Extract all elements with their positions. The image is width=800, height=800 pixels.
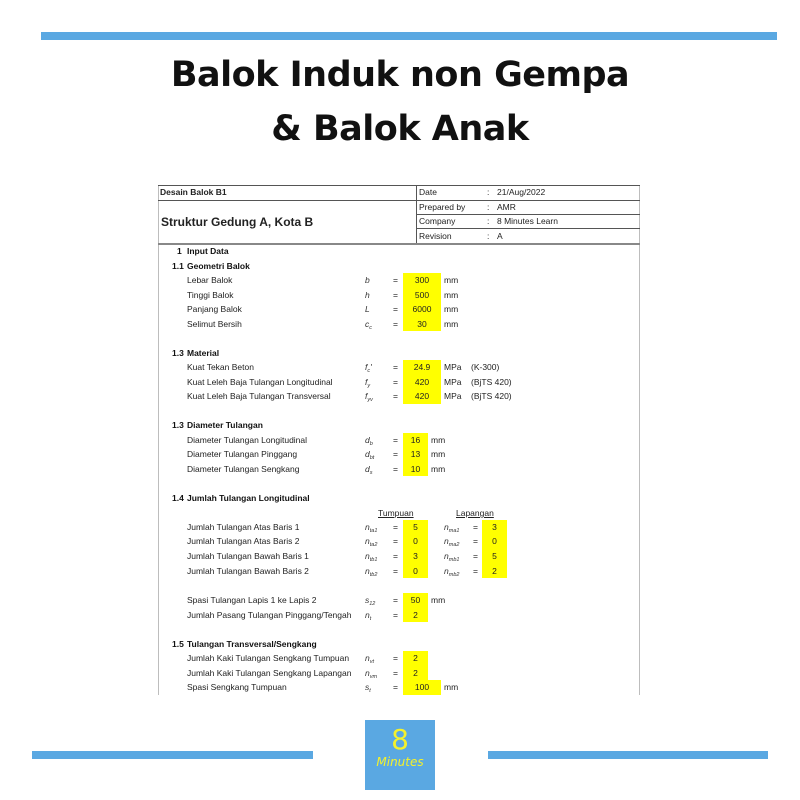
section-title-transversal: Tulangan Transversal/Sengkang xyxy=(187,639,317,649)
equals-sign: = xyxy=(473,522,478,532)
project-name: Struktur Gedung A, Kota B xyxy=(161,215,314,229)
row-label: Jumlah Kaki Tulangan Sengkang Tumpuan xyxy=(187,653,350,663)
row-label: Tinggi Balok xyxy=(187,290,234,300)
equals-sign: = xyxy=(393,449,398,459)
equals-sign: = xyxy=(393,668,398,678)
equals-sign: = xyxy=(393,275,398,285)
logo-number: 8 xyxy=(391,723,409,756)
nt-input[interactable]: 2 xyxy=(413,610,418,620)
row-label: Panjang Balok xyxy=(187,304,242,314)
equals-sign: = xyxy=(393,362,398,372)
row-symbol: $n_{ma1}$ xyxy=(444,522,460,534)
column-header-lapangan: Lapangan xyxy=(456,508,494,518)
selimut-bersih-input[interactable]: 30 xyxy=(417,319,427,329)
unit-label: mm xyxy=(431,435,446,445)
row-label: Kuat Tekan Beton xyxy=(187,362,254,372)
section-number: 1.1 xyxy=(172,261,184,271)
equals-sign: = xyxy=(473,536,478,546)
date-label: Date xyxy=(419,187,437,197)
equals-sign: = xyxy=(393,610,398,620)
equals-sign: = xyxy=(393,319,398,329)
date-value: 21/Aug/2022 xyxy=(497,187,546,197)
unit-label: mm xyxy=(431,595,446,605)
unit-label: mm xyxy=(431,464,446,474)
row-symbol: $f_{yv}$ xyxy=(365,391,373,403)
equals-sign: = xyxy=(393,595,398,605)
row-symbol: $f_c'$ xyxy=(365,362,372,374)
revision-label: Revision xyxy=(419,231,452,241)
row-label: Spasi Sengkang Tumpuan xyxy=(187,682,287,692)
section-number: 1.3 xyxy=(172,348,184,358)
tumpuan-value-input[interactable]: 3 xyxy=(413,551,418,561)
grade-note: (BjTS 420) xyxy=(471,377,512,387)
row-label: Kuat Leleh Baja Tulangan Longitudinal xyxy=(187,377,333,387)
nvt-input[interactable]: 2 xyxy=(413,653,418,663)
company-value: 8 Minutes Learn xyxy=(497,216,558,226)
row-label: Lebar Balok xyxy=(187,275,233,285)
row-symbol: $s_{12}$ xyxy=(365,595,376,607)
page-title-line2: & Balok Anak xyxy=(271,109,529,149)
row-symbol: $n_{ta2}$ xyxy=(365,536,378,548)
grade-note: (K-300) xyxy=(471,362,500,372)
row-label: Jumlah Tulangan Bawah Baris 1 xyxy=(187,551,309,561)
page-title-line1: Balok Induk non Gempa xyxy=(170,55,630,95)
panjang-balok-input[interactable]: 6000 xyxy=(412,304,432,314)
row-symbol: $n_{tb1}$ xyxy=(365,551,378,563)
section-title-material: Material xyxy=(187,348,220,358)
row-label: Jumlah Kaki Tulangan Sengkang Lapangan xyxy=(187,668,352,678)
section-title-jumlah: Jumlah Tulangan Longitudinal xyxy=(187,493,310,503)
row-symbol: $c_c$ xyxy=(365,319,372,331)
equals-sign: = xyxy=(473,566,478,576)
prepared-by-sep: : xyxy=(487,202,490,212)
row-symbol: $d_s$ xyxy=(365,464,373,476)
row-symbol: $n_{vt}$ xyxy=(365,653,375,665)
tumpuan-value-input[interactable]: 0 xyxy=(413,566,418,576)
row-symbol: L xyxy=(365,304,370,314)
row-symbol: $n_{tb2}$ xyxy=(365,566,378,578)
section-number: 1 xyxy=(177,246,182,256)
st-input[interactable]: 100 xyxy=(414,682,430,692)
row-symbol: b xyxy=(365,275,370,285)
equals-sign: = xyxy=(393,464,398,474)
ds-input[interactable]: 10 xyxy=(410,464,421,474)
row-symbol: $n_{ta1}$ xyxy=(365,522,378,534)
row-symbol: $d_b$ xyxy=(365,435,373,447)
unit-label: mm xyxy=(444,304,459,314)
revision-sep: : xyxy=(487,231,490,241)
row-label: Diameter Tulangan Sengkang xyxy=(187,464,300,474)
section-title-geometri: Geometri Balok xyxy=(187,261,250,271)
section-title-input-data: Input Data xyxy=(187,246,229,256)
row-symbol: $d_{bt}$ xyxy=(365,449,375,461)
company-label: Company xyxy=(419,216,456,226)
equals-sign: = xyxy=(393,435,398,445)
grade-note: (BjTS 420) xyxy=(471,391,512,401)
equals-sign: = xyxy=(393,682,398,692)
lapangan-value-input[interactable]: 3 xyxy=(492,522,497,532)
row-symbol: $s_t$ xyxy=(365,682,371,694)
nvm-input[interactable]: 2 xyxy=(413,668,418,678)
equals-sign: = xyxy=(393,391,398,401)
lapangan-value-input[interactable]: 5 xyxy=(492,551,497,561)
row-label: Jumlah Tulangan Bawah Baris 2 xyxy=(187,566,309,576)
unit-label: mm xyxy=(444,682,459,692)
row-symbol: $f_y$ xyxy=(365,377,371,389)
company-sep: : xyxy=(487,216,490,226)
fy-input[interactable]: 420 xyxy=(414,377,430,387)
equals-sign: = xyxy=(393,551,398,561)
lebar-balok-input[interactable]: 300 xyxy=(414,275,430,285)
row-symbol: $n_t$ xyxy=(365,610,372,622)
logo-text: Minutes xyxy=(376,755,424,769)
tumpuan-value-input[interactable]: 0 xyxy=(413,536,418,546)
row-symbol: $n_{mb1}$ xyxy=(444,551,460,563)
unit-label: MPa xyxy=(444,377,462,387)
db-input[interactable]: 16 xyxy=(410,435,421,445)
s12-input[interactable]: 50 xyxy=(410,595,421,605)
section-title-diameter: Diameter Tulangan xyxy=(187,420,263,430)
row-label: Diameter Tulangan Pinggang xyxy=(187,449,298,459)
bottom-right-accent-bar xyxy=(488,751,768,759)
equals-sign: = xyxy=(393,290,398,300)
row-label: Selimut Bersih xyxy=(187,319,242,329)
row-symbol: $n_{ma2}$ xyxy=(444,536,460,548)
sheet-title: Desain Balok B1 xyxy=(160,187,227,197)
revision-value: A xyxy=(497,231,503,241)
section-number: 1.4 xyxy=(172,493,184,503)
unit-label: mm xyxy=(444,319,459,329)
unit-label: MPa xyxy=(444,391,462,401)
unit-label: mm xyxy=(431,449,446,459)
row-symbol: $n_{mb2}$ xyxy=(444,566,460,578)
bottom-left-accent-bar xyxy=(32,751,313,759)
equals-sign: = xyxy=(393,566,398,576)
row-label: Diameter Tulangan Longitudinal xyxy=(187,435,308,445)
equals-sign: = xyxy=(393,377,398,387)
tinggi-balok-input[interactable]: 500 xyxy=(414,290,430,300)
equals-sign: = xyxy=(473,551,478,561)
eight-minutes-logo xyxy=(365,720,435,790)
row-label: Kuat Leleh Baja Tulangan Transversal xyxy=(187,391,331,401)
equals-sign: = xyxy=(393,522,398,532)
row-label: Jumlah Pasang Tulangan Pinggang/Tengah xyxy=(187,610,352,620)
fyv-input[interactable]: 420 xyxy=(414,391,430,401)
dbt-input[interactable]: 13 xyxy=(410,449,421,459)
unit-label: MPa xyxy=(444,362,462,372)
row-symbol: h xyxy=(365,290,370,300)
section-number: 1.3 xyxy=(172,420,184,430)
prepared-by-label: Prepared by xyxy=(419,202,466,212)
row-symbol: $n_{vm}$ xyxy=(365,668,378,680)
row-label: Spasi Tulangan Lapis 1 ke Lapis 2 xyxy=(187,595,317,605)
equals-sign: = xyxy=(393,304,398,314)
section-number: 1.5 xyxy=(172,639,184,649)
row-label: Jumlah Tulangan Atas Baris 1 xyxy=(187,522,300,532)
unit-label: mm xyxy=(444,275,459,285)
date-sep: : xyxy=(487,187,490,197)
top-accent-bar xyxy=(41,32,777,40)
lapangan-value-input[interactable]: 2 xyxy=(492,566,497,576)
unit-label: mm xyxy=(444,290,459,300)
tumpuan-value-input[interactable]: 5 xyxy=(413,522,418,532)
equals-sign: = xyxy=(393,653,398,663)
fc-input[interactable]: 24.9 xyxy=(413,362,431,372)
equals-sign: = xyxy=(393,536,398,546)
prepared-by-value: AMR xyxy=(497,202,516,212)
row-label: Jumlah Tulangan Atas Baris 2 xyxy=(187,536,300,546)
column-header-tumpuan: Tumpuan xyxy=(378,508,414,518)
lapangan-value-input[interactable]: 0 xyxy=(492,536,497,546)
